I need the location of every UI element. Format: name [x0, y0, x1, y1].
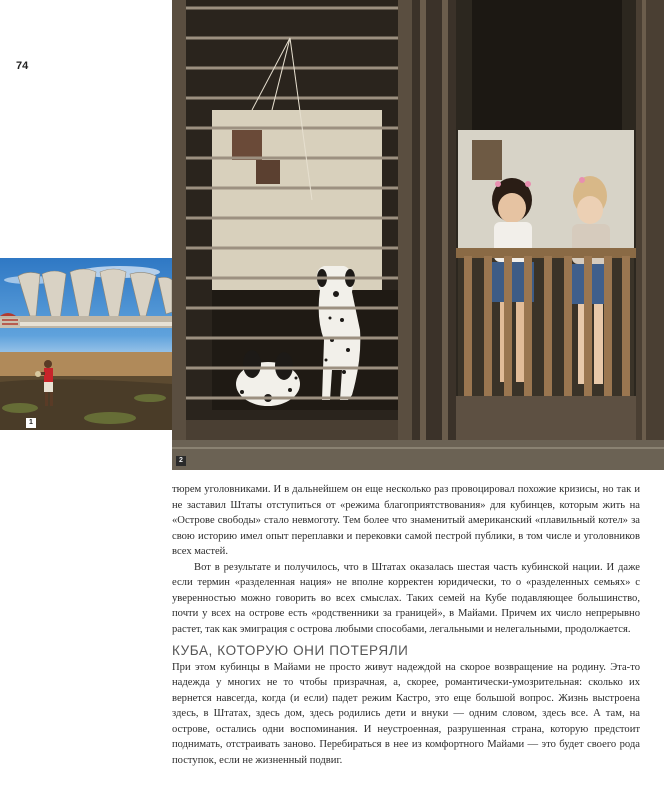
article-body: [172, 482, 640, 768]
page-number: 74: [16, 60, 29, 72]
stadium-photo: [0, 258, 172, 430]
paragraph: Вот в результате и получилось, что в Штатах оказалась шестая часть кубинской нации. И даже если термин «разделенная нация» не вполне корректен юридически, то о «разделенных семьях» с уверенностью можно говорить во всех смыслах. Таких семей на Кубе подавляющее большинство, почти у всех на острове есть «родственники за границей», в Майами. Причем их число непрерывно растет, так как эмиграция с острова любыми способами, легальными и нелегальными, продолжается.: [172, 561, 640, 635]
photo-number-2: 2: [176, 456, 186, 466]
section-heading: КУБА, КОТОРУЮ ОНИ ПОТЕРЯЛИ: [172, 643, 409, 658]
section-paragraph: При этом кубинцы в Майами не просто живут надеждой на скорое возвращение на родину. Эта-то надежда у многих не то чтобы призрачная, а, скорее, романтически-умозрительная: сколько их вернется навсегда, когда (и если) падет режим Кастро, это еще большой вопрос. Жизнь выстроена здесь, в Штатах, здесь дом, здесь родились дети и внуки — одним словом, здесь все. А там, на острове, остались одни воспоминания. И неустроенная, разрушенная страна, которую предстоит поднимать, отстраивать заново. Перебираться в нее из комфортного Майами — это будет своего рода поступок, если не жизненный подвиг.: [172, 661, 640, 766]
window-photo: [172, 0, 664, 470]
paragraph-continued: тюрем уголовниками. И в дальнейшем он еще несколько раз провоцировал похожие кризисы, но так и не заставил Штаты отступиться от «режима благоприятствования» для кубинцев, которым жить на «Острове свободы» стало невмоготу. Тем более что знаменитый американский «плавильный котел» за свою историю имел опыт переплавки и перековки самой пестрой публики, в том числе и уголовников всех мастей.: [172, 484, 640, 557]
photo-number-1: 1: [26, 418, 36, 428]
